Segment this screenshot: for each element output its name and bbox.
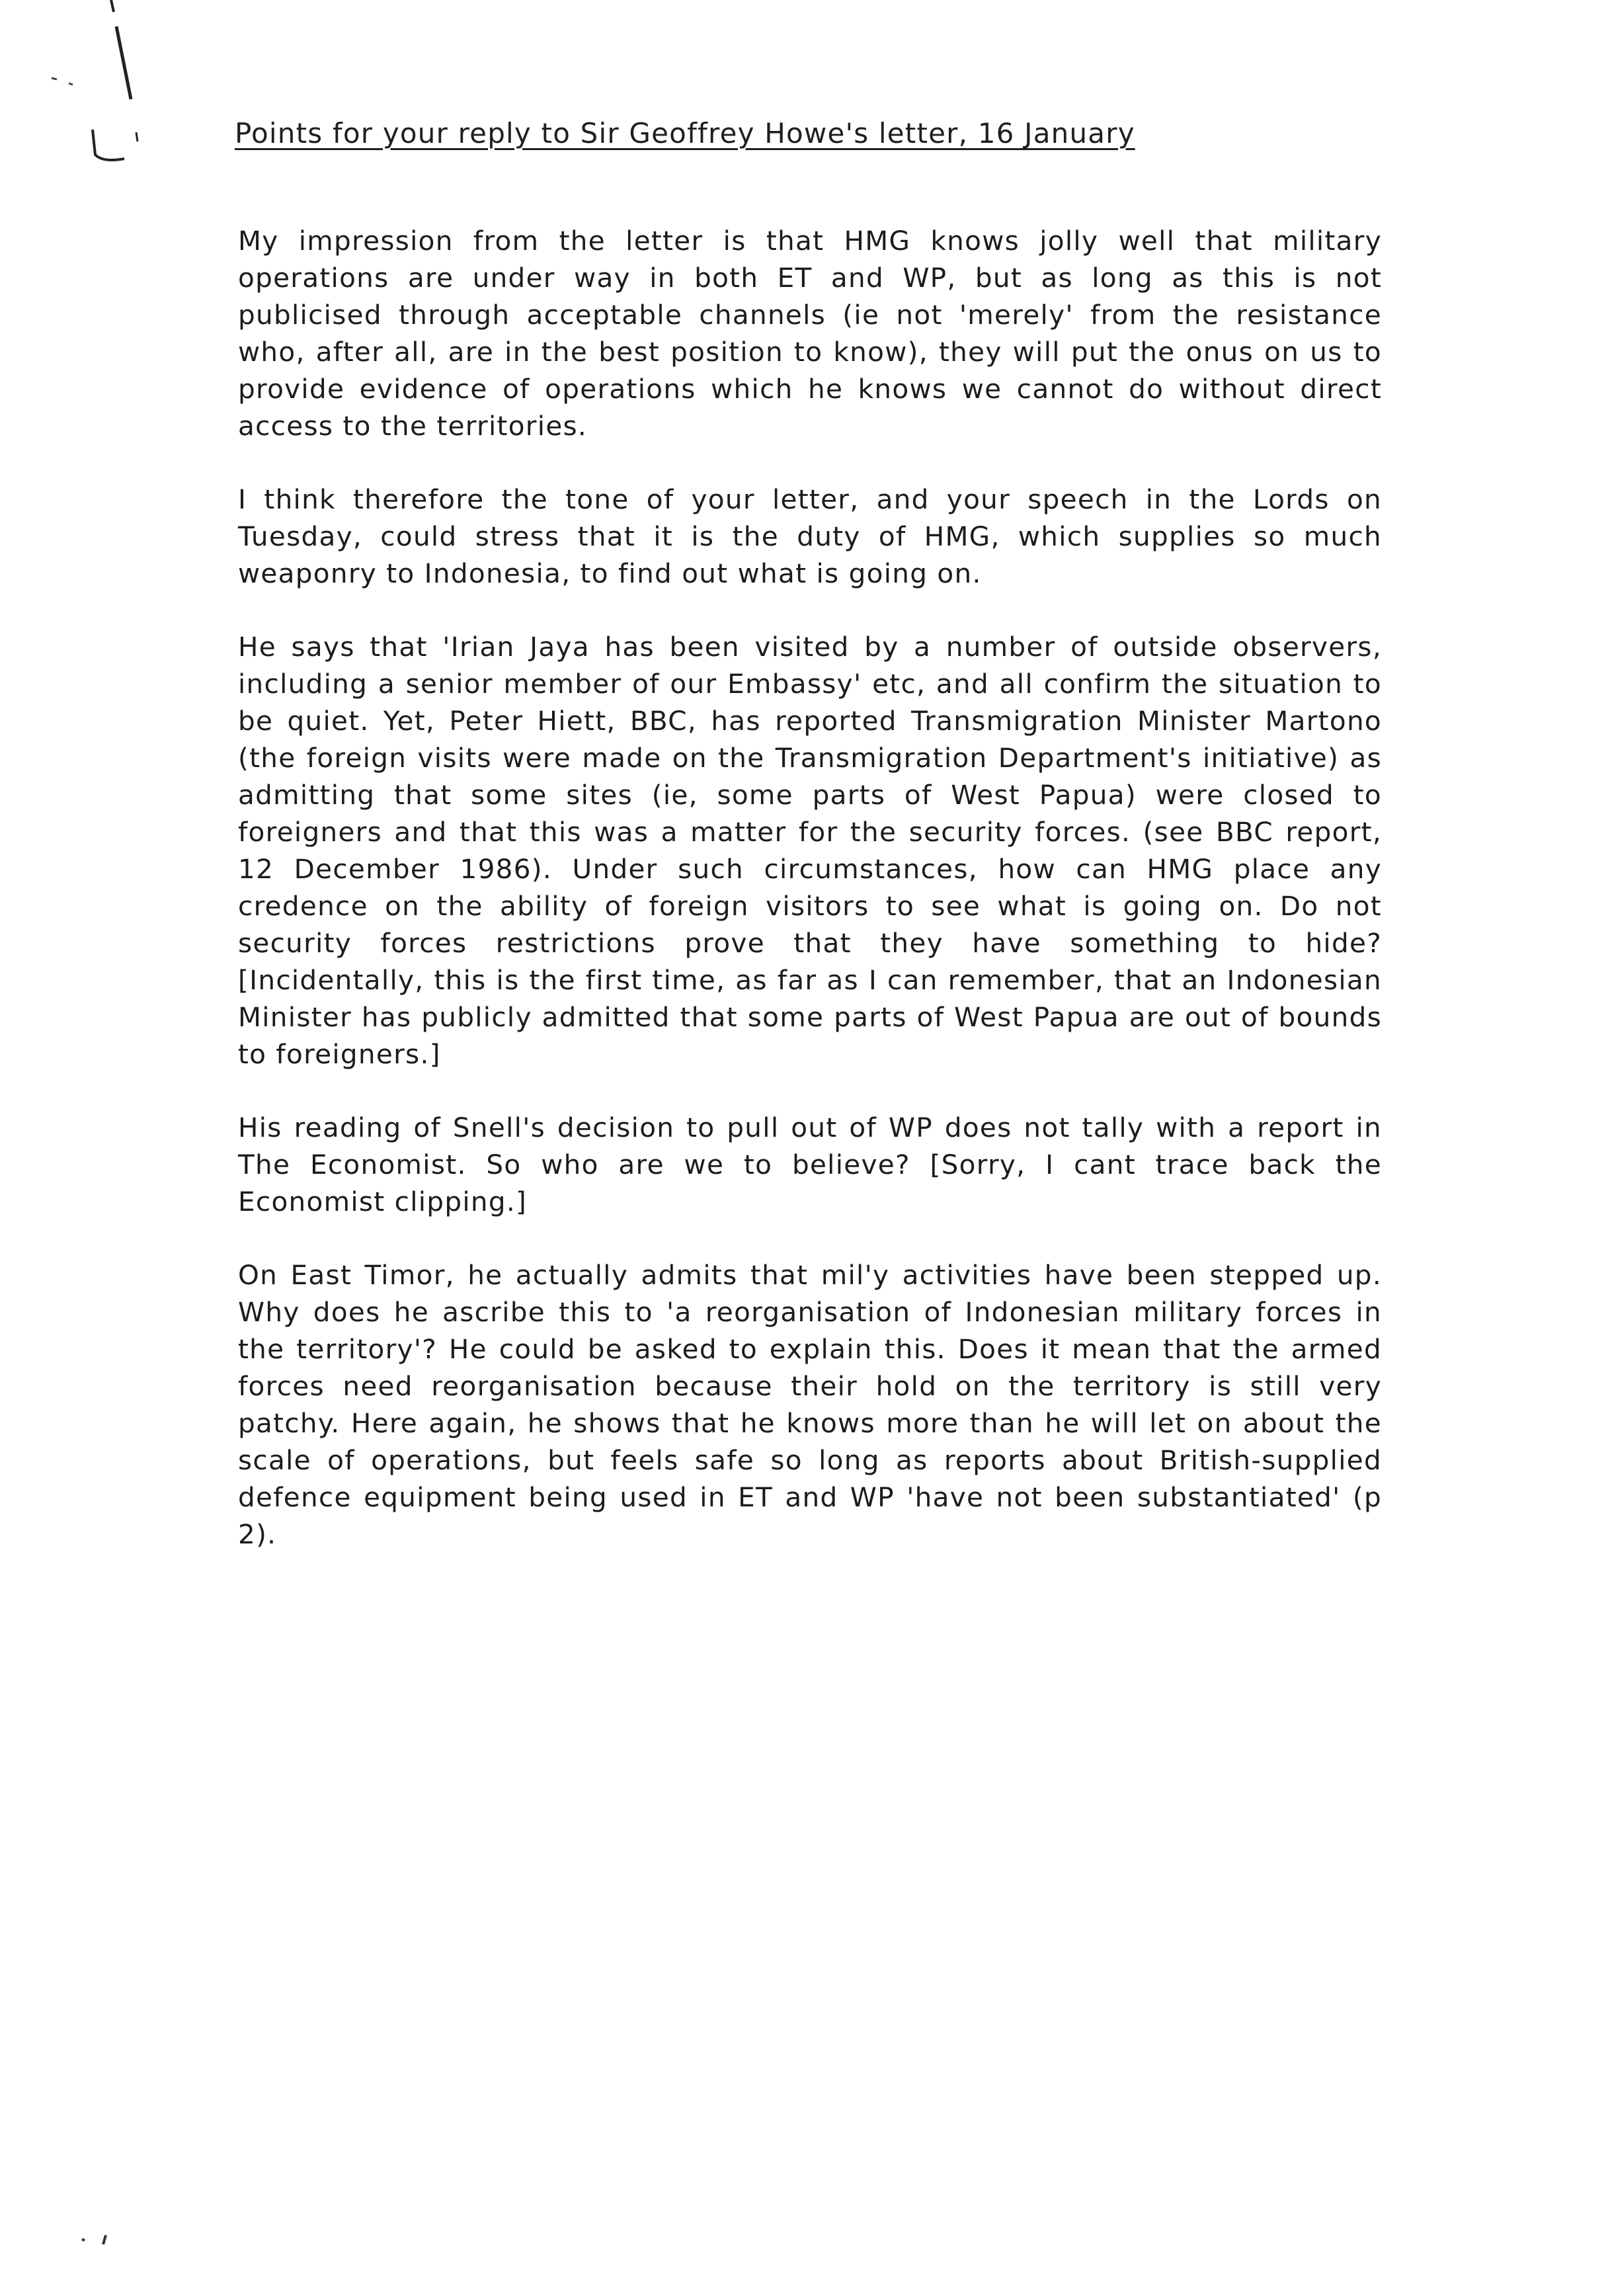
- paragraph-3: He says that 'Irian Jaya has been visited by a number of outside observers, including a senior member of our Embassy' etc, and all confirm the situation to be quiet. Yet, Peter Hiett, BBC, has reported Transmigration Minister Martono (the foreign visits were made on the Transmigration Department's initiative) as admitting that some sites (ie, some parts of West Papua) were closed to foreigners and that this was a matter for the security forces. (see BBC report, 12 December 1986). Under such circumstances, how can HMG place any credence on the ability of foreign visitors to see what is going on. Do not security forces restrictions prove that they have something to hide? [Incidentally, this is the first time, as far as I can remember, that an Indonesian Minister has publicly admitted that some parts of West Papua are out of bounds to foreigners.]: [238, 631, 1382, 1070]
- document-title: Points for your reply to Sir Geoffrey Howe's letter, 16 January: [235, 117, 1135, 149]
- paragraph-5: On East Timor, he actually admits that mil'y activities have been stepped up. Why does he ascribe this to 'a reorganisation of Indonesian military forces in the territory'? He could be asked to explain this. Does it mean that the armed forces need reorganisation because their hold on the territory is still very patchy. Here again, he shows that he knows more than he will let on about the scale of operations, but feels safe so long as reports about British-supplied defence equipment being used in ET and WP 'have not been substantiated' (p 2).: [238, 1259, 1382, 1550]
- paragraph-2: I think therefore the tone of your letter, and your speech in the Lords on Tuesday, could stress that it is the duty of HMG, which supplies so much weaponry to Indonesia, to find out what is going on.: [238, 483, 1382, 589]
- margin-pen-marks: [0, 0, 172, 212]
- paragraph-4: His reading of Snell's decision to pull out of WP does not tally with a report in The Economist. So who are we to believe? [Sorry, I cant trace back the Economist clipping.]: [238, 1112, 1382, 1217]
- footer-pen-marks: [66, 2229, 119, 2255]
- paragraph-1: My impression from the letter is that HMG knows jolly well that military operations are under way in both ET and WP, but as long as this is not publicised through acceptable channels (ie not 'merely' from the resistance who, after all, are in the best position to know), they will put the onus on us to provide evidence of operations which he knows we cannot do without direct access to the territories.: [238, 225, 1382, 442]
- document-body: [238, 222, 1382, 1589]
